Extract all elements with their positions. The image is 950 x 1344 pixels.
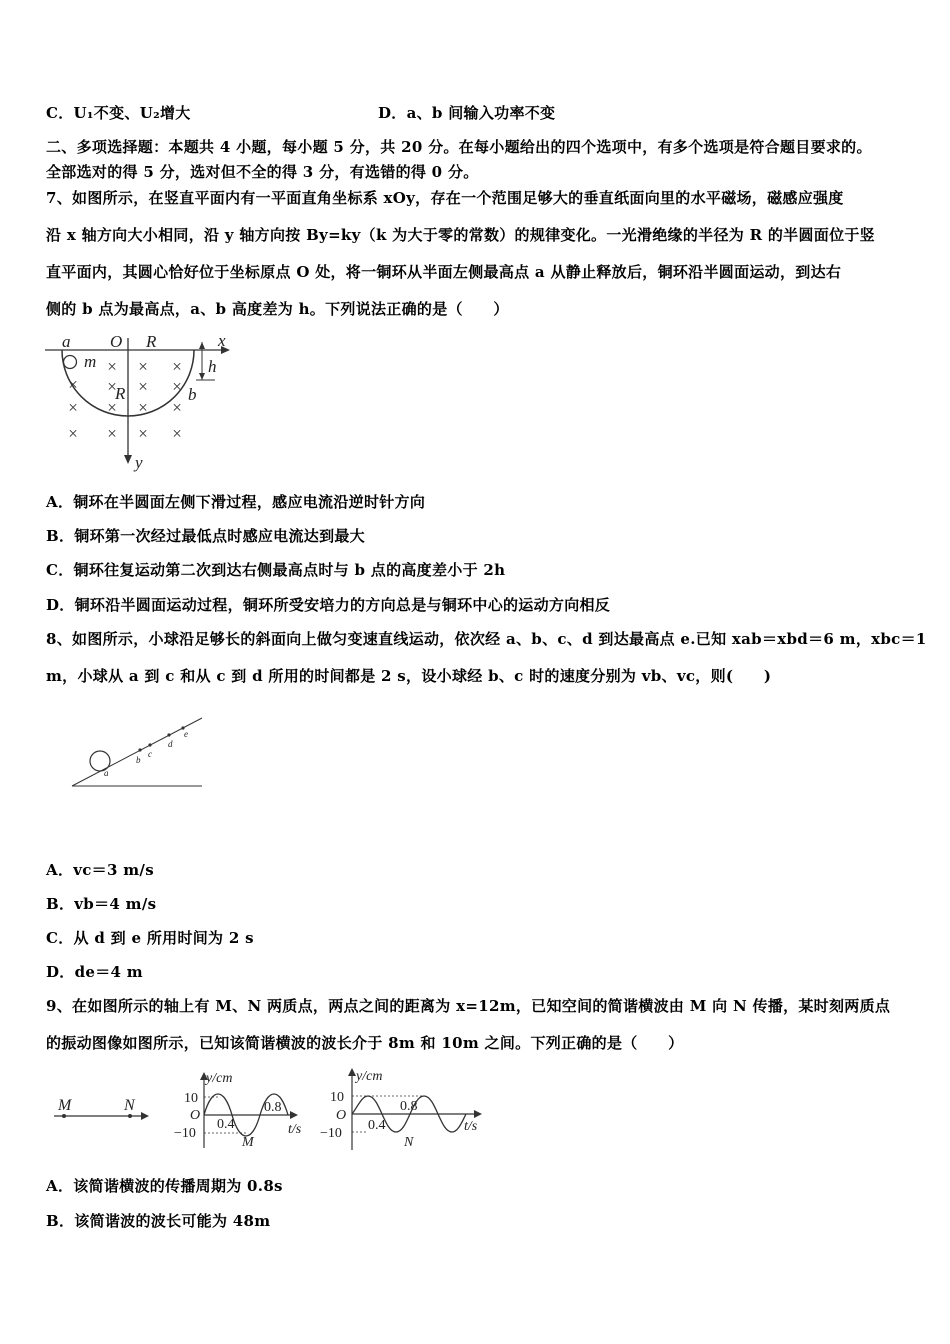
q8-label-d: d [168,739,173,749]
q9-graph-m [168,1068,318,1150]
q7-label-m: m [84,352,97,371]
q7-option-c: C．铜环往复运动第二次到达右侧最高点时与 b 点的高度差小于 2h [46,561,506,579]
q7-field-mark: × [107,357,117,376]
q9m-xlabel: t/s [288,1122,302,1137]
q9-option-a: A．该简谐横波的传播周期为 0.8s [46,1177,283,1195]
q8-figure [70,712,210,792]
q7-field-mark: × [138,377,148,396]
q8-label-c: c [148,749,152,759]
q7-field-mark: × [138,357,148,376]
q8-label-b: b [136,755,141,765]
q9n-ylabel: y/cm [356,1069,383,1084]
q7-label-o: O [110,332,123,351]
q9-mn-axis [50,1092,155,1127]
q7-field-mark: × [172,377,182,396]
q7-figure [40,330,240,475]
q6-option-c: C．U₁不变、U₂增大 [46,104,191,122]
q8-stem-line2: m，小球从 a 到 c 和从 c 到 d 所用的时间都是 2 s，设小球经 b、c 时的速度分别为 vb、vc，则( ) [46,667,772,685]
q7-field-mark: × [68,375,78,394]
q7-field-mark: × [68,398,78,417]
q9m-ymin: −10 [174,1126,196,1141]
q7-field-mark: × [138,424,148,443]
q7-stem-line1: 7、如图所示，在竖直平面内有一平面直角坐标系 xOy，存在一个范围足够大的垂直纸面向里的水平磁场，磁感应强度 [46,189,844,207]
section-header-line1: 二、多项选择题：本题共 4 小题，每小题 5 分，共 20 分。在每小题给出的四个选项中，有多个选项是符合题目要求的。 [46,138,872,156]
q7-stem-line2: 沿 x 轴方向大小相同，沿 y 轴方向按 By=ky（k 为大于零的常数）的规律变化。一光滑绝缘的半径为 R 的半圆面位于竖 [46,226,875,244]
q7-stem-line3: 直平面内，其圆心恰好位于坐标原点 O 处，将一铜环从半面左侧最高点 a 从静止释放后，铜环沿半圆面运动，到达右 [46,263,842,281]
q7-label-x: x [218,331,226,350]
q7-field-mark: × [107,424,117,443]
q9-stem-line1: 9、在如图所示的轴上有 M、N 两质点，两点之间的距离为 x=12m，已知空间的简谐横波由 M 向 N 传播，某时刻两质点 [46,997,891,1015]
q9m-origin: O [190,1108,201,1123]
q9-graph-n [318,1064,490,1152]
q9n-tag: N [404,1135,414,1150]
q8-option-b: B．vb＝4 m/s [46,895,157,913]
q9m-tag: M [242,1135,254,1150]
q9m-ylabel: y/cm [206,1071,233,1086]
q8-option-a: A．vc＝3 m/s [46,861,154,879]
q9-label-n: N [124,1097,135,1114]
q9m-t2: 0.8 [264,1100,282,1115]
q7-option-d: D．铜环沿半圆面运动过程，铜环所受安培力的方向总是与铜环中心的运动方向相反 [46,596,611,614]
q7-label-radius: R [115,384,126,403]
q9n-xlabel: t/s [464,1119,478,1134]
q8-label-e: e [184,729,188,739]
q9n-ymin: −10 [320,1126,342,1141]
section-header-line2: 全部选对的得 5 分，选对但不全的得 3 分，有选错的得 0 分。 [46,163,479,181]
q7-field-mark: × [172,357,182,376]
q7-label-b: b [188,385,197,404]
q7-label-h: h [208,357,217,376]
q9m-t1: 0.4 [217,1117,235,1132]
q6-option-d: D．a、b 间输入功率不变 [378,104,556,122]
q9n-origin: O [336,1108,347,1123]
q9n-ymax: 10 [330,1090,344,1105]
q7-field-mark: × [172,398,182,417]
q8-option-c: C．从 d 到 e 所用时间为 2 s [46,929,254,947]
q9-stem-line2: 的振动图像如图所示，已知该简谐横波的波长介于 8m 和 10m 之间。下列正确的是（ ） [46,1034,684,1052]
q7-option-b: B．铜环第一次经过最低点时感应电流达到最大 [46,527,365,545]
q7-field-mark: × [138,398,148,417]
q7-field-mark: × [107,377,117,396]
q9n-t2: 0.8 [400,1099,418,1114]
q7-stem-line4: 侧的 b 点为最高点，a、b 高度差为 h。下列说法正确的是（ ） [46,300,509,318]
q7-option-a: A．铜环在半圆面左侧下滑过程，感应电流沿逆时针方向 [46,493,426,511]
q7-field-mark: × [172,424,182,443]
q8-label-a: a [104,768,109,778]
q7-label-a: a [62,332,71,351]
q9m-ymax: 10 [184,1091,198,1106]
q8-option-d: D．de＝4 m [46,963,143,981]
q9-label-m: M [58,1097,72,1114]
q9-option-b: B．该简谐波的波长可能为 48m [46,1212,271,1230]
q9n-t1: 0.4 [368,1118,386,1133]
q8-stem-line1: 8、如图所示，小球沿足够长的斜面向上做匀变速直线运动，依次经 a、b、c、d 到达最高点 e.已知 xab＝xbd＝6 m，xbc＝1 [46,630,927,648]
q7-label-y: y [135,453,143,472]
q7-field-mark: × [68,424,78,443]
q7-field-mark: × [107,398,117,417]
q7-label-r: R [146,332,157,351]
